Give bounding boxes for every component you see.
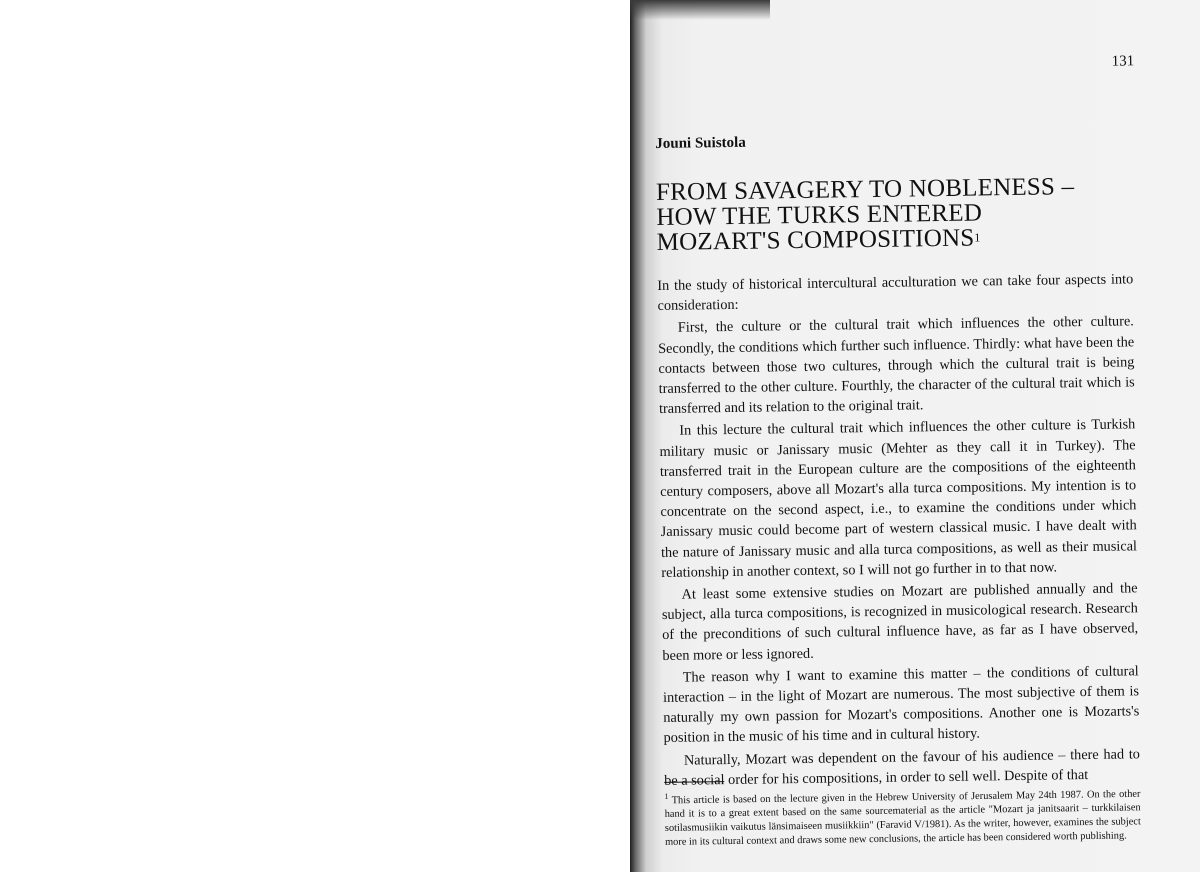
- title-line: MOZART'S COMPOSITIONS$^1$: [656, 224, 981, 256]
- article-title: [656, 174, 1075, 255]
- scanned-page: [630, 0, 1200, 872]
- title-footnote-mark: 1: [974, 230, 981, 245]
- footnote-mark: 1: [664, 791, 669, 801]
- paragraph: In this lecture the cultural trait which influences the other culture is Turkish military music or Janissary music (Mehter as they call it in Turkey). The transferred trait in the European culture are the compositions of the eighteenth century composers, above all Mozart's alla turca compositions. My intention is to concentrate on the second aspect, i.e., to examine the conditions under which Janissary music could become part of western classical music. I have dealt with the nature of Janissary music and alla turca compositions, as well as their musical relationship in another context, so I will not go further in to that now.: [659, 416, 1138, 581]
- author-name: Jouni Suistola: [655, 134, 746, 152]
- paragraph: In the study of historical intercultural acculturation we can take four aspects into consideration:: [657, 271, 1134, 315]
- article-body: [657, 269, 1140, 793]
- paragraph: At least some extensive studies on Mozart are published annually and the subject, alla turca compositions, is recognized in musicological research. Research of the preconditions of such cultural influence have, as far as I have observed, been more or less ignored.: [661, 580, 1139, 664]
- paragraph: The reason why I want to examine this matter – the conditions of cultural interaction – in the light of Mozart are numerous. The most subjective of them is naturally my own passion for Mozart's compositions. Another one is Mozarts's position in the music of his time and in cultural history.: [662, 663, 1140, 747]
- title-line: HOW THE TURKS ENTERED: [656, 199, 983, 231]
- page-content: [654, 43, 1141, 849]
- paragraph: Naturally, Mozart was dependent on the favour of his audience – there had to be a social order for his compositions, in order to sell well. Despite of that: [664, 745, 1140, 789]
- title-line: FROM SAVAGERY TO NOBLENESS –: [655, 173, 1075, 206]
- footnote: [664, 783, 1141, 850]
- paragraph: First, the culture or the cultural trait which influences the other culture. Secondly, the conditions which further such influence. Thirdly: what have been the contacts between those two cultures, through which the cultural trait is being transferred to the other culture. Fourthly, the character of the cultural trait which is transferred and its relation to the original trait.: [658, 313, 1135, 418]
- page-number: 131: [1111, 53, 1135, 70]
- footnote-text: This article is based on the lecture given in the Hebrew University of Jerusalem May 24th 1987. On the other hand it is to a great extent based on the same sourcematerial as the article "Mozart ja janitsaarit – turkkilaisen sotilasmusiikin vaikutus länsimaiseen musiikkiin" (Faravid V/1981). As the writer, however, examines the subject more in its cultural context and draws some new conclusions, the article has been considered worth publishing.: [664, 788, 1141, 849]
- scan-edge-shadow: [630, 0, 770, 20]
